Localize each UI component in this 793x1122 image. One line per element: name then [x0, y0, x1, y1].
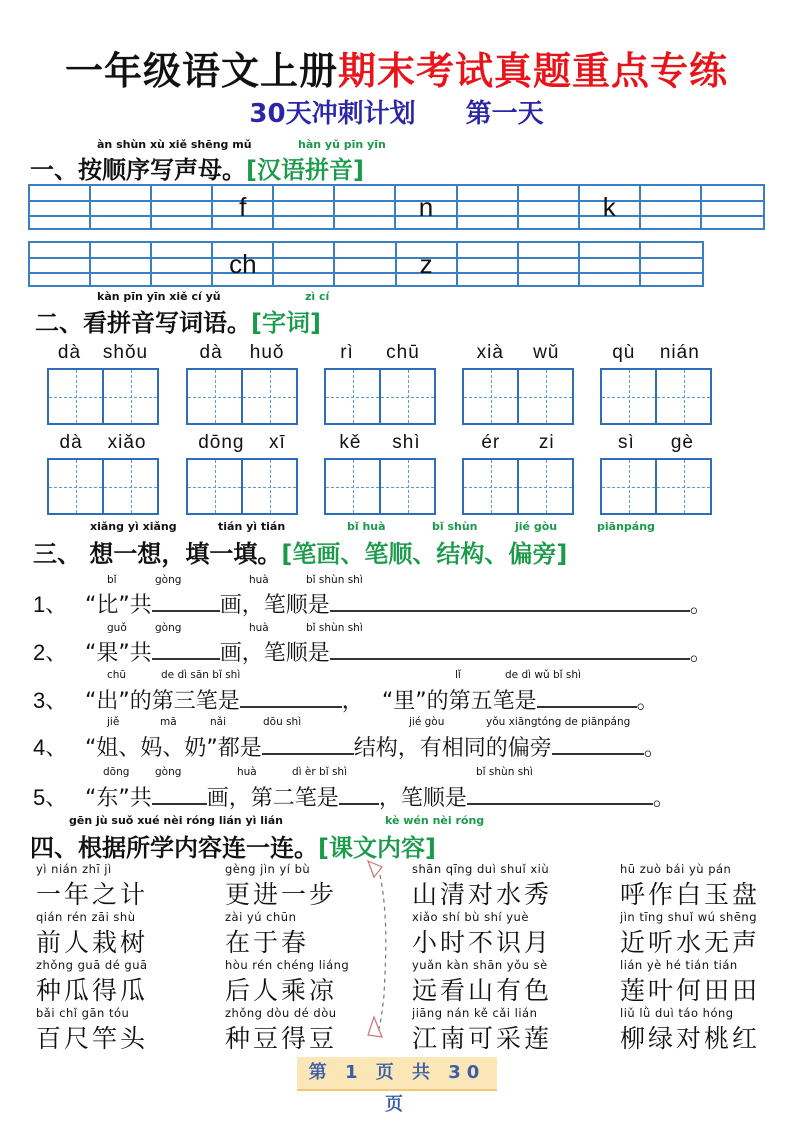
match-item[interactable]: 小时不识月: [412, 928, 553, 957]
match-item[interactable]: 近听水无声: [620, 928, 761, 957]
paper-plane-icon: [368, 861, 382, 877]
q3-text: “里”的第五笔是: [381, 689, 537, 714]
section2-heading: [35, 303, 321, 338]
word-box: [324, 432, 436, 515]
consonant-cell[interactable]: [91, 186, 152, 228]
section3-heading-text: 三、 想一想，填一填。: [33, 540, 282, 568]
match-item-pinyin: yuǎn kàn shān yǒu sè: [412, 958, 548, 972]
q2-number: 2、: [33, 640, 68, 665]
tianzige-cell[interactable]: [655, 370, 710, 423]
match-item[interactable]: 更进一步: [225, 880, 338, 909]
pinyin-syllable: kě: [339, 432, 362, 453]
word-box: [186, 342, 298, 425]
q5-blank-second[interactable]: [339, 783, 379, 805]
consonant-cell[interactable]: [580, 186, 641, 228]
match-item-pinyin: xiǎo shí bù shí yuè: [412, 910, 529, 924]
pinyin-syllable: chū: [386, 342, 420, 363]
q4-pinyin: jiě: [107, 716, 120, 728]
section3-tag: [笔画、笔顺、结构、偏旁]: [281, 540, 568, 568]
word-box: [462, 432, 574, 515]
word-box: [600, 432, 712, 515]
tianzige-cell[interactable]: [188, 370, 241, 423]
consonant-cell[interactable]: [274, 243, 335, 285]
word-pinyin: [47, 342, 159, 368]
tianzige-cell[interactable]: [326, 460, 379, 513]
match-item-pinyin: hòu rén chéng liáng: [225, 958, 350, 972]
word-pinyin: [600, 432, 712, 458]
word-box: [186, 432, 298, 515]
section1-heading: [30, 150, 364, 185]
match-item-pinyin: jiāng nán kě cǎi lián: [412, 1006, 538, 1020]
tianzige-cell[interactable]: [49, 370, 102, 423]
q2-blank-strokes[interactable]: [152, 638, 220, 660]
tianzige-cell[interactable]: [49, 460, 102, 513]
q2-pinyin: bǐ shùn shì: [306, 622, 363, 634]
tianzige-cell[interactable]: [655, 460, 710, 513]
tianzige-cell[interactable]: [326, 370, 379, 423]
q5-text: “东”共: [85, 786, 152, 811]
consonant-cell[interactable]: [397, 243, 458, 285]
word-pinyin: [462, 432, 574, 458]
tianzige-grid: [462, 368, 574, 425]
consonant-cell[interactable]: [91, 243, 152, 285]
consonant-grid-row2: [28, 241, 704, 287]
question-5: [33, 781, 675, 812]
match-item[interactable]: 种瓜得瓜: [36, 976, 149, 1005]
tianzige-grid: [47, 458, 159, 515]
q5-number: 5、: [33, 785, 68, 810]
consonant-cell[interactable]: [213, 243, 274, 285]
q4-text: 。: [643, 736, 666, 761]
word-pinyin: [600, 342, 712, 368]
match-item[interactable]: 百尺竿头: [36, 1024, 149, 1053]
word-box: [324, 342, 436, 425]
match-item-pinyin: zài yú chūn: [225, 910, 297, 924]
consonant-cell[interactable]: [641, 243, 702, 285]
page-indicator: 第 1 页 共 30 页: [297, 1057, 497, 1091]
q5-text: 。: [652, 786, 675, 811]
consonant-cell[interactable]: [213, 186, 274, 228]
tianzige-cell[interactable]: [517, 370, 572, 423]
word-pinyin: [462, 342, 574, 368]
section4-tag: [课文内容]: [318, 834, 436, 862]
consonant-cell[interactable]: [335, 186, 396, 228]
section2-heading-text: 二、看拼音写词语。: [35, 309, 251, 337]
q3-number: 3、: [33, 688, 68, 713]
word-pinyin: [324, 342, 436, 368]
match-item[interactable]: 柳绿对桃红: [620, 1024, 761, 1053]
consonant-cell[interactable]: [152, 186, 213, 228]
section3-tag-pinyin-1: bǐ huà: [347, 520, 386, 533]
section3-tag-pinyin-3: jié gòu: [515, 520, 558, 533]
q5-text: ，笔顺是: [378, 786, 467, 811]
word-box: [462, 342, 574, 425]
q5-pinyin: bǐ shùn shì: [476, 766, 533, 778]
consonant-letter: z: [419, 249, 433, 279]
consonant-cell[interactable]: [152, 243, 213, 285]
tianzige-cell[interactable]: [102, 370, 157, 423]
tianzige-grid: [186, 458, 298, 515]
tianzige-cell[interactable]: [379, 460, 434, 513]
section4-pinyin: gēn jù suǒ xué nèi róng lián yì lián: [69, 814, 284, 827]
consonant-letter: k: [602, 192, 616, 222]
section1-tag: [汉语拼音]: [246, 156, 364, 184]
q3-text: ，: [341, 689, 364, 714]
q1-text: “比”共: [85, 593, 152, 618]
q5-pinyin: dōng: [103, 766, 130, 778]
match-item[interactable]: 后人乘凉: [225, 976, 338, 1005]
match-item-pinyin: zhǒng guā dé guā: [36, 958, 148, 972]
q1-text: 。: [689, 593, 712, 618]
pinyin-syllable: dà: [57, 342, 82, 363]
q5-pinyin: gòng: [155, 766, 182, 778]
pinyin-syllable: xī: [268, 432, 286, 453]
consonant-cell[interactable]: [30, 186, 91, 228]
tianzige-grid: [324, 368, 436, 425]
pinyin-syllable: dà: [59, 432, 83, 453]
tianzige-cell[interactable]: [464, 370, 517, 423]
q2-pinyin: gòng: [155, 622, 182, 634]
q4-pinyin: yǒu xiāngtóng de piānpáng: [486, 716, 631, 728]
subtitle: [0, 93, 793, 130]
q1-pinyin: bǐ shùn shì: [306, 574, 363, 586]
match-item-pinyin: liǔ lǜ duì táo hóng: [620, 1006, 734, 1020]
page-title: [0, 40, 793, 95]
word-pinyin: [47, 432, 159, 458]
consonant-grid-row1: [28, 184, 765, 230]
q1-number: 1、: [33, 592, 68, 617]
q2-pinyin: guǒ: [107, 622, 127, 634]
consonant-cell[interactable]: [641, 186, 702, 228]
tianzige-grid: [47, 368, 159, 425]
match-item[interactable]: 种豆得豆: [225, 1024, 338, 1053]
pinyin-syllable: huǒ: [249, 342, 285, 363]
tianzige-cell[interactable]: [602, 460, 655, 513]
tianzige-grid: [600, 458, 712, 515]
match-item-pinyin: zhǒng dòu dé dòu: [225, 1006, 337, 1020]
pinyin-syllable: shì: [392, 432, 421, 453]
word-pinyin: [186, 342, 298, 368]
q1-text: 画，笔顺是: [219, 593, 330, 618]
pinyin-syllable: qù: [612, 342, 636, 363]
match-item-pinyin: gèng jìn yí bù: [225, 862, 311, 876]
pinyin-syllable: dà: [199, 342, 223, 363]
q5-blank-order[interactable]: [467, 783, 653, 805]
q3-blank-1[interactable]: [240, 686, 342, 708]
q3-text: “出”的第三笔是: [85, 689, 240, 714]
q1-pinyin: bǐ: [107, 574, 117, 586]
q2-blank-order[interactable]: [330, 638, 690, 660]
tianzige-grid: [186, 368, 298, 425]
word-pinyin: [186, 432, 298, 458]
q1-pinyin: huà: [249, 574, 269, 586]
q1-blank-order[interactable]: [330, 590, 690, 612]
dashed-connector-decoration: [360, 855, 400, 1045]
question-2: [33, 636, 712, 667]
tianzige-grid: [462, 458, 574, 515]
match-item-pinyin: hū zuò bái yù pán: [620, 862, 732, 876]
q3-blank-2[interactable]: [537, 686, 637, 708]
subtitle-plan: 30天冲刺计划: [249, 99, 416, 129]
tianzige-cell[interactable]: [241, 460, 296, 513]
tianzige-cell[interactable]: [188, 460, 241, 513]
tianzige-grid: [324, 458, 436, 515]
subtitle-day: 第一天: [465, 99, 544, 129]
q2-text: 。: [689, 641, 712, 666]
section4-tag-pinyin: kè wén nèi róng: [385, 814, 485, 827]
pinyin-syllable: xiǎo: [107, 432, 147, 453]
section1-pinyin: àn shùn xù xiě shēng mǔ: [97, 138, 252, 151]
word-box: [600, 342, 712, 425]
match-item[interactable]: 在于春: [225, 928, 310, 957]
q2-text: “果”共: [85, 641, 152, 666]
q4-text: “姐、妈、奶”都是: [85, 736, 262, 761]
section1-tag-pinyin: hàn yǔ pīn yīn: [298, 138, 386, 151]
q4-pinyin: mā: [160, 716, 177, 728]
q3-pinyin: lǐ: [455, 669, 461, 681]
section4-heading-text: 四、根据所学内容连一连。: [30, 834, 318, 862]
match-item[interactable]: 呼作白玉盘: [620, 880, 761, 909]
consonant-cell[interactable]: [519, 186, 580, 228]
q1-pinyin: gòng: [155, 574, 182, 586]
consonant-letter: f: [239, 192, 247, 222]
q3-text: 。: [636, 689, 659, 714]
consonant-cell[interactable]: [335, 243, 396, 285]
tianzige-cell[interactable]: [241, 370, 296, 423]
section1-heading-text: 一、按顺序写声母。: [30, 156, 246, 184]
pinyin-syllable: sì: [618, 432, 635, 453]
word-box: [47, 432, 159, 515]
question-4: [33, 731, 666, 762]
title-grade: 一年级语文上册: [64, 49, 338, 93]
match-item[interactable]: 江南可采莲: [412, 1024, 553, 1053]
question-1: [33, 588, 712, 619]
q5-text: 画，第二笔是: [206, 786, 339, 811]
tianzige-grid: [600, 368, 712, 425]
tianzige-cell[interactable]: [102, 460, 157, 513]
pinyin-syllable: shǒu: [102, 342, 149, 363]
pinyin-syllable: rì: [340, 342, 354, 363]
title-exam: 期末考试真题重点专练: [338, 49, 729, 93]
tianzige-cell[interactable]: [379, 370, 434, 423]
match-item[interactable]: 一年之计: [36, 880, 149, 909]
consonant-cell[interactable]: [30, 243, 91, 285]
match-item-pinyin: jìn tīng shuǐ wú shēng: [620, 910, 757, 924]
consonant-cell[interactable]: [458, 243, 519, 285]
word-pinyin: [324, 432, 436, 458]
section2-pinyin: kàn pīn yīn xiě cí yǔ: [97, 290, 221, 303]
match-item-pinyin: shān qīng duì shuǐ xiù: [412, 862, 550, 876]
pinyin-syllable: dōng: [198, 432, 245, 453]
q3-pinyin: chū: [107, 669, 127, 681]
tianzige-cell[interactable]: [602, 370, 655, 423]
consonant-cell[interactable]: [519, 243, 580, 285]
pinyin-syllable: wǔ: [533, 342, 560, 363]
q3-pinyin: de dì sān bǐ shì: [161, 669, 241, 681]
q4-pinyin: nǎi: [210, 716, 227, 728]
pinyin-syllable: xià: [476, 342, 504, 363]
consonant-cell[interactable]: [274, 186, 335, 228]
match-item[interactable]: 山清对水秀: [412, 880, 553, 909]
section3-pinyin-b: tián yì tián: [218, 520, 286, 533]
q4-pinyin: jié gòu: [409, 716, 445, 728]
match-item-pinyin: lián yè hé tián tián: [620, 958, 738, 972]
q3-pinyin: de dì wǔ bǐ shì: [505, 669, 581, 681]
match-item-pinyin: qián rén zāi shù: [36, 910, 136, 924]
section3-tag-pinyin-4: piānpáng: [597, 520, 655, 533]
q5-pinyin: dì èr bǐ shì: [292, 766, 347, 778]
q2-pinyin: huà: [249, 622, 269, 634]
section2-tag-pinyin: zì cí: [305, 290, 330, 303]
section3-tag-pinyin-2: bǐ shùn: [432, 520, 478, 533]
q4-blank-radical[interactable]: [552, 733, 644, 755]
pinyin-syllable: nián: [659, 342, 700, 363]
section2-tag: [字词]: [251, 309, 321, 337]
consonant-letter: ch: [229, 249, 257, 279]
question-3: [33, 684, 659, 715]
pinyin-syllable: ér: [481, 432, 501, 453]
word-box: [47, 342, 159, 425]
tianzige-cell[interactable]: [517, 460, 572, 513]
q4-blank-structure[interactable]: [262, 733, 354, 755]
q5-blank-strokes[interactable]: [152, 783, 207, 805]
consonant-cell[interactable]: [396, 186, 457, 228]
match-item[interactable]: 前人栽树: [36, 928, 149, 957]
q4-pinyin: dōu shì: [263, 716, 302, 728]
match-item[interactable]: 远看山有色: [412, 976, 553, 1005]
consonant-cell[interactable]: [702, 186, 763, 228]
pinyin-syllable: gè: [670, 432, 694, 453]
match-item[interactable]: 莲叶何田田: [620, 976, 761, 1005]
q1-blank-strokes[interactable]: [152, 590, 220, 612]
consonant-cell[interactable]: [458, 186, 519, 228]
section3-heading: [33, 534, 567, 569]
q4-text: 结构，有相同的偏旁: [353, 736, 552, 761]
tianzige-cell[interactable]: [464, 460, 517, 513]
q2-text: 画，笔顺是: [219, 641, 330, 666]
match-item-pinyin: bǎi chǐ gān tóu: [36, 1006, 130, 1020]
section3-pinyin-a: xiǎng yì xiǎng: [90, 520, 177, 533]
consonant-letter: n: [418, 192, 434, 222]
match-item-pinyin: yì nián zhī jì: [36, 862, 112, 876]
pinyin-syllable: zi: [538, 432, 555, 453]
consonant-cell[interactable]: [580, 243, 641, 285]
q4-number: 4、: [33, 735, 68, 760]
q5-pinyin: huà: [237, 766, 257, 778]
